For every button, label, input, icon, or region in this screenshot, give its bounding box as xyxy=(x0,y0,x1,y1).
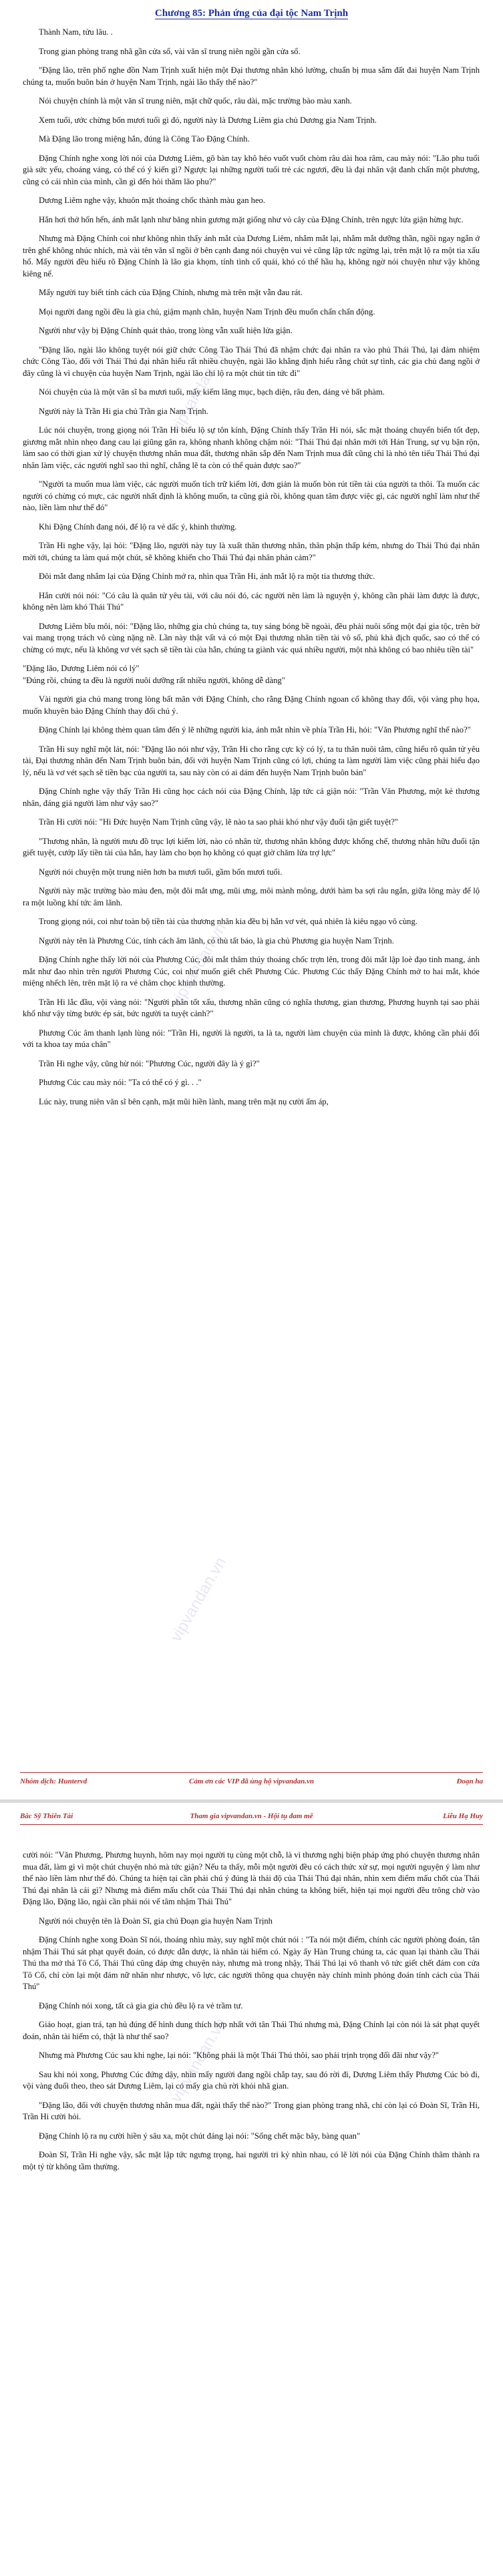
header-center: Tham gia vipvandan.vn - Hội tụ đam mê xyxy=(190,1812,313,1820)
paragraph: Nói chuyện chính là một văn sĩ trung niên, mặt chữ quốc, râu dài, mặc trường bào màu xanh. xyxy=(39,96,352,105)
paragraph: Đôi mắt đang nhắm lại của Đặng Chính mở ra, nhìn qua Trần Hi, ánh mắt lộ ra một tia thương thức. xyxy=(39,572,375,581)
paragraph: Vài người gia chủ mang trong lòng bất mãn với Đặng Chính, cho rằng Đặng Chính ngoan cố không thay đổi, vội vàng phụ họa, muốn khuyên bảo Đặng Chính thay đổi chủ ý. xyxy=(23,694,480,716)
paragraph: Trong giọng nói, coi như toàn bộ tiền tài của thương nhân kia đều bị hắn vơ vét, quả nhiên là kiêu ngạo vô cùng. xyxy=(39,917,417,926)
dialogue-line: "Đặng lão, Dương Liêm nói có lý" xyxy=(23,664,140,673)
paragraph: Trần Hi lắc đầu, vội vàng nói: "Người phân tốt xấu, thương nhân cũng có nghĩa thương, gian thương, Phương huynh tại sao phải khổ như vậy từng bước ép sát, bức người ta tuyệt cảnh?" xyxy=(23,997,480,1018)
paragraph: Trần Hi nghe vậy, cũng hừ nói: "Phương Cúc, người đây là ý gì?" xyxy=(39,1058,260,1068)
paragraph: Giáo hoạt, gian trá, tạn hủ đúng để hình dung thích hợp nhất với tân Thái Thú nhưng mà, Đặng Chính lại còn nói là sát phạt quyết đoán, nhân tài hiếm có, thật là như thế sao? xyxy=(23,2020,480,2041)
paragraph: Trần Hi suy nghĩ một lát, nói: "Đặng lão nói như vậy, Trần Hi cho rằng cực kỳ có lý, ta tu thân nuôi tâm, cũng hiểu rõ quân tử yêu tài, Đại thương nhân đến Nam Trịnh buôn bán, đối với huyện Nam Trịnh cũng có lợi, chúng ta làm người làm việc cũng phải hiểu đạo lý, nếu là vơ vét sạch sẽ tiền bạc của người ta, sau này còn có ai dám đến huyện Nam Trịnh buôn bán" xyxy=(23,744,480,777)
paragraph: Nhưng mà Đặng Chính coi như không nhìn thấy ánh mắt của Dương Liêm, nhắm mắt lại, nhắm mắt dưỡng thần, ngồi ngay ngắn ở trên ghế không nhúc nhích, mà vài tên văn sĩ ngồi ở bên cạnh đang nói chuyện vui vẻ cũng lập tức ngừng lại, trên mặt lộ ra một tia xấu hổ. Mấy người đều hiểu rõ Đặng Chính là lão gia khọm, tính tình cổ quái, khó có thể hầu hạ, không ngờ nói chuyện như vậy không kiêng nể. xyxy=(23,234,480,278)
watermark: vipvandan.vn xyxy=(167,919,230,1011)
footer-thanks: Cảm ơn các VIP đã ủng hộ vipvandan.vn xyxy=(188,1777,315,1785)
paragraph: Dương Liêm nghe vậy, khuôn mặt thoáng chốc thành màu gan heo. xyxy=(39,196,265,205)
document-page-2 xyxy=(0,1803,503,2576)
paragraph: Nói chuyện của là một văn sĩ ba mươi tuổi, mấy kiếm lãng mục, bạch diện, râu đen, dáng vẻ bất phàm. xyxy=(39,387,385,397)
paragraph: Người như vậy bị Đặng Chính quát thảo, trong lòng vẫn xuất hiện lửa giận. xyxy=(39,326,293,335)
footer-translator: Nhóm dịch: Huntervd xyxy=(20,1777,88,1785)
paragraph: Đoàn Sĩ, Trần Hi nghe vậy, sắc mặt lập tức ngưng trọng, hai người tri kỷ nhìn nhau, có lẽ lời nói của Đặng Chính thâm thành ra một tỷ từ không tầm thường. xyxy=(23,2150,480,2171)
paragraph: Người này là Trần Hi gia chủ Trần gia Nam Trịnh. xyxy=(39,406,208,416)
paragraph: Đặng Chính nói xong, tất cả gia gia chủ đều lộ ra vẻ trầm tư. xyxy=(39,2000,243,2010)
watermark: vipvandan.vn xyxy=(167,345,230,437)
paragraph: Đặng Chính lộ ra nụ cười hiền ý sâu xa, một chút đáng lại nói: "Sống chết mặc bây, bàng quan" xyxy=(39,2131,361,2141)
chapter-title-text: Chương 85: Phản ứng của đại tộc Nam Trịnh xyxy=(154,8,349,19)
paragraph: Trần Hi nghe vậy, lại hỏi: "Đặng lão, người này tuy là xuất thân thương nhân, thân phận thấp kém, nhưng do Thái Thú đại nhân mời tới, chúng ta làm quá một chút, sẽ không khiến cho Thái Thú đại nhân phản cảm?" xyxy=(23,541,480,562)
header-divider xyxy=(20,1824,483,1825)
paragraph: "Người ta muốn mua làm việc, các người muốn tích trữ kiếm lời, đơn giản là muốn bòn rút tiền tài của người ta thôi. Ta muốn các người có chừng có mực, các người nhất định là không muốn, ta cũng già rồi, không quan tâm được việc gì, các người nghĩ làm như thế nào, liền làm như thế đó" xyxy=(23,479,480,512)
paragraph: Nhưng mà Phương Cúc sau khi nghe, lại nói: "Không phải là một Thái Thú thôi, sao phải trịnh trọng đối đãi như vậy?" xyxy=(39,2051,440,2060)
watermark: vipvandan.vn xyxy=(167,1554,230,1645)
paragraph: Lúc nói chuyện, trong giọng nói Trần Hi biểu lộ sự tôn kính, Đặng Chính thấy Trần Hi nói, sắc mặt thoáng chuyển biến tốt đẹp, giương mắt nhìn nhẹo đang cau lại giũng gân ra, không nhanh không chậm nói: "Thái Thú đại nhân mới tới Hán Trung, sự vụ bận rộn, làm sao có thời gian xử lý chuyện thương nhân mua đất, thương nhân sắp đến Nam Trịnh mua đất cũng chỉ là nhỏ tên tiểu Thái Thú đại nhân làm việc, các người nghĩ sao thì nghĩ, chẳng lẽ ta còn có thể quản được sao?" xyxy=(23,425,480,470)
dialogue-line: "Đúng rồi, chúng ta đều là người nuôi dưỡng rất nhiều người, không dễ dàng" xyxy=(23,675,285,685)
paragraph: "Thương nhân, là người mưu đồ trục lợi kiếm lời, nào có nhân từ, thương nhân không được khống chế, thương nhân hữu đuổi tận giết tuyệt, cướp lấy tiền tài của hắn, hay làm cho bọn họ không có quạt giờ chăm lửa trợ lực" xyxy=(23,836,480,857)
paragraph xyxy=(23,663,480,686)
paragraph: Phương Cúc cau mày nói: "Ta có thể có ý gì. . ." xyxy=(39,1078,202,1087)
chapter-body-continued xyxy=(23,1850,480,2180)
paragraph: Đặng Chính nghe xong lời nói của Dương Liêm, gõ bàn tay khô héo vuốt vuốt chòm râu dài hoa râm, cau mày nói: "Lão phu tuổi già sức yếu, choáng váng, có thể có ý kiến gì? Ngược lại những người tuổi trẻ các ngươi, đều là đại nhân vật đanh chấn một phương, cũng có cái nhìn của mình, cần gì đến hỏi thăm lão phu?" xyxy=(23,153,480,186)
paragraph: Lúc này, trung niên văn sĩ bên cạnh, mặt mũi hiền lành, mang trên mặt nụ cười ấm áp, xyxy=(39,1096,329,1106)
paragraph: Trong gian phòng trang nhã gần cửa sổ, vài văn sĩ trung niên ngồi gần cửa sổ. xyxy=(39,46,301,56)
paragraph: "Đặng lão, trên phố nghe đồn Nam Trịnh xuất hiện một Đại thương nhân khó lường, chuẩn bị mua sắm đất đai huyện Nam Trịnh chúng ta, muốn buôn bán ở huyện Nam Trịnh, ngài lão thấy thế nào?" xyxy=(23,65,480,87)
paragraph: Phương Cúc âm thanh lạnh lùng nói: "Trần Hi, người là người, ta là ta, người làm chuyện của mình là được, không cần phải đối với ta khoa tay múa chân" xyxy=(23,1028,480,1049)
chapter-title xyxy=(0,8,503,19)
paragraph: Hắn hơi thở hổn hển, ánh mắt lạnh như băng nhìn gương mặt giống như vỏ cây của Đặng Chính, trên ngực lửa giận hừng hực. xyxy=(39,214,464,224)
paragraph: Đặng Chính nghe vậy thấy Trần Hi cũng học cách nói của Đặng Chính, lập tức cả giận nói: "Trần Văn Phương, một kẻ thương nhân, đáng giá người làm như vậy sao?" xyxy=(23,787,480,808)
footer-divider xyxy=(20,1772,483,1773)
paragraph: Người nói chuyện tên là Đoàn Sĩ, gia chủ Đoạn gia huyện Nam Trịnh xyxy=(39,1916,273,1926)
paragraph: Thành Nam, tửu lâu. . xyxy=(39,27,113,37)
watermark: vipvandan.vn xyxy=(167,2014,230,2106)
chapter-body xyxy=(23,27,480,1115)
paragraph: Sau khi nói xong, Phương Cúc đứng dậy, nhìn mấy người đang ngồi chắp tay, sau đó rời đi, Dương Liêm thấy Phương Cúc bỏ đi, vội vàng đuổi theo, theo sát Dương Liêm, lại có mấy gia chủ rời khỏi nhã gian. xyxy=(23,2069,480,2091)
paragraph: "Đặng lão, ngài lão không tuyệt nói giữ chức Công Tào Thái Thú đã nhậm chức đại nhân ra vào phủ Thái Thú, lại đảm nhiệm chức Công Tào, đối với Thái Thú đại nhân hiểu rất nhiều chuyện, ngài lão khẳng định hiểu rằng chút sự tình, các gia chủ đang ngồi ở đây cũng là vì chuyện của huyện Nam Trịnh, ngài lão chỉ lộ ra một chút tin tức đi" xyxy=(23,345,480,378)
paragraph: Đặng Chính lại không thèm quan tâm đến ý lẽ những người kia, ánh mắt nhìn về phía Trần Hi, hỏi: "Văn Phương nghĩ thế nào?" xyxy=(39,725,471,734)
paragraph: Mấy người tuy biết tính cách của Đặng Chính, nhưng mà trên mặt vẫn đau rát. xyxy=(39,288,303,297)
paragraph: Hắn cười nói nói: "Có câu là quân tử yêu tài, với câu nói đó, các người nên làm là nguyện ý, không cần phải làm được là được, không nên làm khó Thái Thú" xyxy=(23,590,480,612)
paragraph: Trần Hi cười nói: "Hi Đức huyện Nam Trịnh cũng vậy, lẽ nào ta sao phải khó như vậy đuổi tận giết tuyệt?" xyxy=(39,817,399,827)
footer-right: Đoạn ha xyxy=(456,1777,483,1785)
paragraph: Người này mặc trường bào màu đen, một đôi mắt ưng, mũi ưng, môi mành mông, dưới hàm ba sợi râu ngắn, giữa lông mày để lộ ra một luồng khí tức âm lãnh. xyxy=(23,886,480,907)
paragraph: Đặng Chính nghe thấy lời nói của Phương Cúc, đôi mắt thâm thúy thoáng chốc trợn lên, trong đôi mắt lập loè đạo tinh mang, ánh mắt như đao nhìn trên người Phương Cúc, coi như muốn giết chết Phương Cúc. Phương Cúc thấy Đặng Chính mở to hai mắt, khóe miệng nhếch lên, trên mặt lộ ra vẻ châm chọc khinh thường. xyxy=(23,955,480,988)
paragraph: Dương Liêm bĩu môi, nói: "Đặng lão, những gia chủ chúng ta, tuy sáng bóng bề ngoài, đều phải nuôi sống một đại gia tộc, trên bờ vai mang trọng trách vô cùng nặng nề. Lần này thật vất vả có một Đại thương nhân tiền tài vô số, phủ khả địch quốc, sao có thể có chừng có mực, nếu là không vơ vét sạch sẽ tiền tài của hắn, chúng ta giành vác quá nhiều người, một nhà không có bao nhiêu tiền tài" xyxy=(23,621,480,654)
header-right: Liễu Hạ Huy xyxy=(443,1812,483,1820)
paragraph: "Đặng lão, đối với chuyện thương nhân mua đất, ngài thấy thế nào?" Trong gian phòng trang nhã, chỉ còn lại có Đoàn Sĩ, Trần Hi, Trần Hi cười hỏi. xyxy=(23,2100,480,2121)
paragraph: Mà Đặng lão trong miệng hắn, đúng là Công Tào Đặng Chính. xyxy=(39,134,250,144)
paragraph: Xem tuổi, ước chừng bốn mươi tuổi gì đó, người này là Dương Liêm gia chủ Dương gia Nam Trịnh. xyxy=(39,115,377,125)
paragraph: Đặng Chính nghe xong Đoàn Sĩ nói, thoáng nhìu mày, suy nghĩ một chút nói : "Ta nói một điểm, chính các người phòng đoán, tân nhậm Thái Thú sát phạt quyết đoán, có được dẫn dược, là nhân tài hiếm có. Ngày ấy Hàn Trung chúng ta, các quan lại thành cầu Thái Thú tha mở thả Tô Cố, Thái Thú cũng đáp ứng chuyện này, nhưng mà trong nhậy, Thái Thú lại vô thanh vô tức giết chết đám con cửa Tô Cố, chỉ còn lại một đám nữ nhân như nhược, vô lực, các người thông qua chuyện này chính mình phỏng đoán tính cách của Thái Thú" xyxy=(23,1935,480,1991)
paragraph: Người này tên là Phương Cúc, tính cách âm lãnh, có thù tất báo, là gia chủ Phương gia huyện Nam Trịnh. xyxy=(39,935,394,945)
paragraph: Người nói chuyện một trung niên hơn ba mươi tuổi, gầm bốn mươi tuổi. xyxy=(39,867,283,877)
header-left: Bắc Sỹ Thiên Tài xyxy=(20,1812,73,1820)
paragraph: Mọi người đang ngồi đều là gia chủ, giậm mạnh chân, huyện Nam Trịnh đều muốn chấn chấn động. xyxy=(39,306,375,316)
paragraph: Khi Đặng Chính đang nói, để lộ ra vẻ dấc ý, khinh thường. xyxy=(39,521,237,531)
paragraph: cười nói: "Văn Phương, Phương huynh, hôm nay mọi người tụ cùng một chỗ, là vì thương nghị biện pháp ứng phó chuyện thương nhân mua đất, làm gì vì một chút chuyện nhỏ mà tức giận? Nếu ta thấy, mỗi một người đều có cách thức xử sự, mọi người nguyện ý làm như thế nào liền làm như thế đó. Chúng ta hiện tại cần phải chú ý đúng là thái độ của Thái Thú đại nhân, nhìn xem điểm mấu chốt của Thái Thú đại nhân là cái gì? Nhưng mà điểm mấu chốt của Thái Thú đại nhân chúng ta không biết, hiện tại mọi người đều trông chờ vào Đặng lão, Đặng lão, ngài cần phải nói vế tâm nhậm Thái Thú" xyxy=(23,1850,480,1906)
